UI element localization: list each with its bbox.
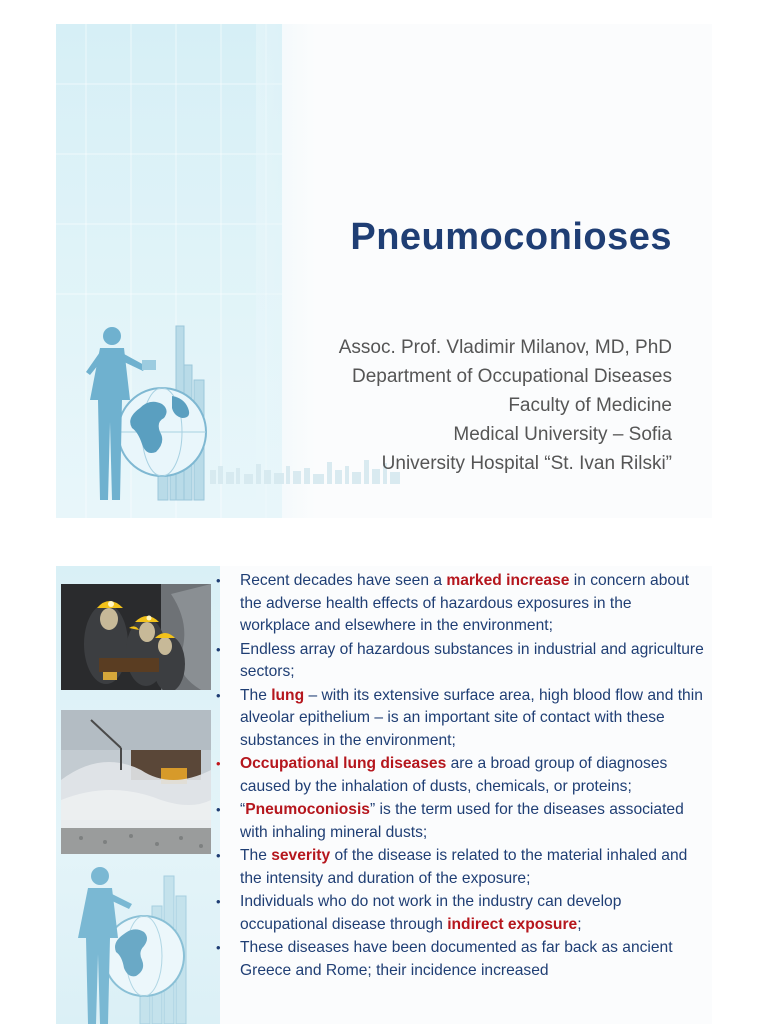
author-info	[339, 333, 672, 478]
bullet-text: in concern about the adverse health effects of hazardous exposures in the workplace and elsewhere in the environment;	[240, 572, 690, 634]
miners-photo	[61, 584, 211, 690]
bullet-item	[214, 570, 706, 638]
bullet-text: “	[240, 801, 246, 818]
bullet-marker: •	[216, 848, 221, 863]
dust-cloud-photo	[61, 710, 211, 854]
emphasis-text: Pneumoconiosis	[245, 801, 370, 818]
slide-title: Pneumoconioses	[350, 216, 672, 258]
title-slide	[56, 24, 712, 518]
author-name: Assoc. Prof. Vladimir Milanov, MD, PhD	[338, 337, 672, 358]
emphasis-text: lung	[271, 686, 305, 704]
content-slide	[56, 566, 712, 1024]
emphasis-text: severity	[271, 847, 331, 864]
bullet-marker: •	[216, 894, 221, 909]
bullet-item	[214, 845, 706, 890]
globe-icon	[118, 388, 206, 476]
bullet-text: Recent decades have seen a	[240, 572, 447, 589]
faculty: Faculty of Medicine	[508, 395, 672, 416]
hospital: University Hospital “St. Ivan Rilski”	[381, 453, 672, 474]
bullet-marker: •	[216, 687, 221, 703]
emphasis-text: marked increase	[446, 572, 570, 589]
bullet-item	[214, 891, 706, 936]
emphasis-text: indirect exposure	[447, 915, 578, 933]
bullet-list	[214, 570, 706, 983]
bullet-text: ” is the term used for the diseases associated with inhaling mineral dusts;	[240, 801, 684, 841]
bullet-item	[214, 799, 706, 844]
bullet-marker: •	[216, 940, 221, 955]
bullet-item	[214, 937, 706, 982]
bullet-marker: •	[216, 573, 221, 588]
bullet-marker: •	[216, 641, 221, 657]
bullet-text: are a broad group of diagnoses caused by the inhalation of dusts, chemicals, or proteins;	[240, 755, 668, 795]
department: Department of Occupational Diseases	[352, 366, 672, 387]
bullet-item	[214, 753, 706, 798]
bullet-text: The	[240, 847, 272, 864]
bullet-text: These diseases have been documented as far back as ancient Greece and Rome; their incidence increased	[240, 939, 673, 979]
bullet-text: Individuals who do not work in the industry can develop occupational disease through	[240, 893, 622, 933]
bullet-text: – with its extensive surface area, high blood flow and thin alveolar epithelium – is an important site of contact with these substances in the environment;	[240, 686, 703, 749]
bullet-item	[214, 685, 706, 753]
bullet-text: of the disease is related to the material inhaled and the intensity and duration of the exposure;	[240, 847, 688, 887]
emphasis-text: Occupational lung diseases	[240, 755, 447, 772]
bullet-marker: •	[216, 756, 221, 771]
university: Medical University – Sofia	[453, 424, 672, 445]
bullet-text: The	[240, 686, 272, 704]
bullet-text: ;	[577, 915, 582, 933]
bullet-item	[214, 639, 706, 684]
bullet-marker: •	[216, 802, 221, 817]
bullet-text: Endless array of hazardous substances in industrial and agriculture sectors;	[240, 640, 704, 680]
